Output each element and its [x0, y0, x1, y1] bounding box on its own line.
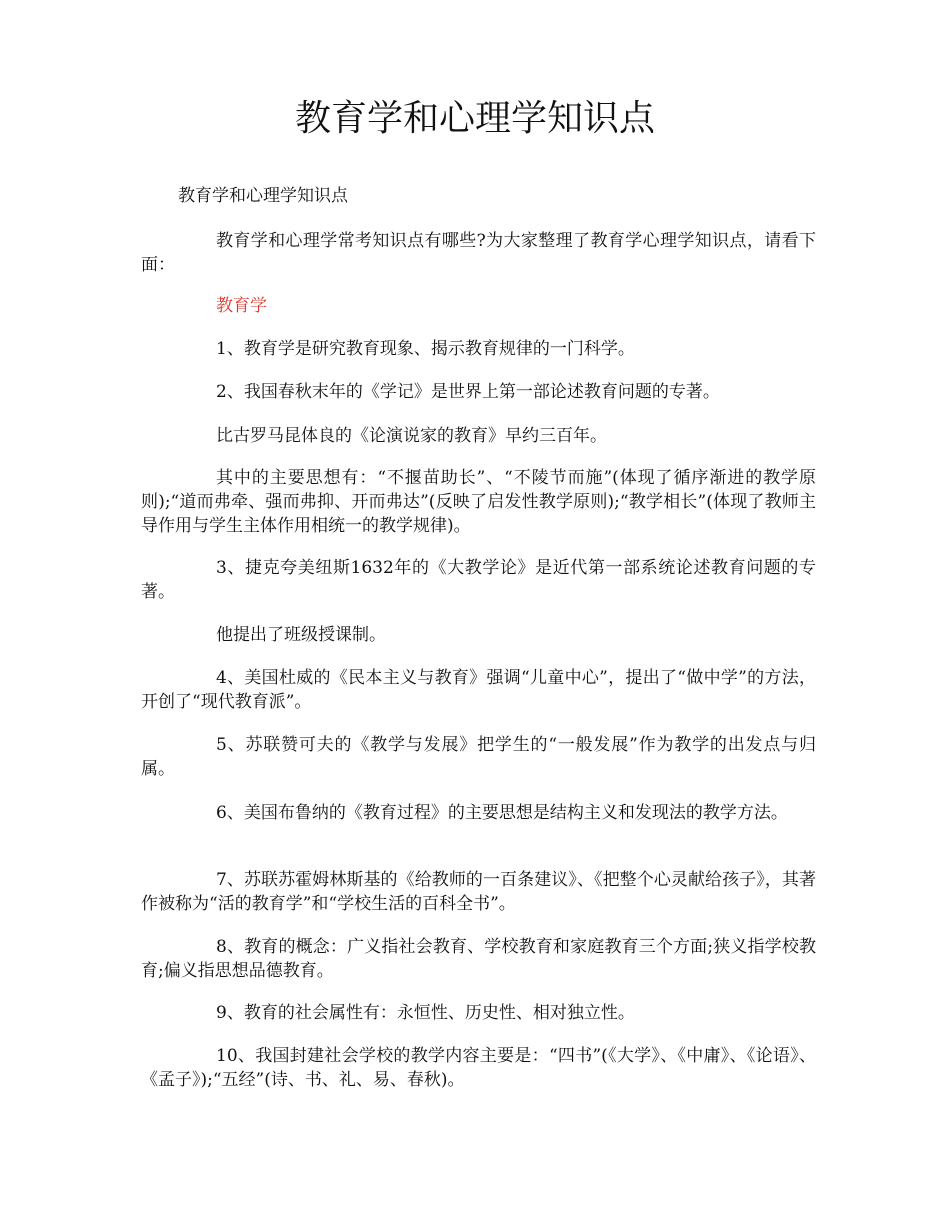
document-subtitle: 教育学和心理学知识点 — [178, 186, 348, 206]
paragraph-item-2-note: 比古罗马昆体良的《论演说家的教育》早约三百年。 — [216, 426, 607, 446]
paragraph-item-8: 8、教育的概念：广义指社会教育、学校教育和家庭教育三个方面;狭义指学校教育;偏义指思想品德教育。 — [141, 937, 816, 981]
paragraph-item-2: 2、我国春秋末年的《学记》是世界上第一部论述教育问题的专著。 — [216, 382, 720, 402]
paragraph-item-6: 6、美国布鲁纳的《教育过程》的主要思想是结构主义和发现法的教学方法。 — [216, 803, 788, 823]
paragraph-main-ideas: 其中的主要思想有：“不揠苗助长”、“不陵节而施”(体现了循序渐进的教学原则);“道而弗牵、强而弗抑、开而弗达”(反映了启发性教学原则);“教学相长”(体现了教师主导作用与学生主体作用相统一的教学规律)。 — [141, 468, 816, 536]
paragraph-item-9: 9、教育的社会属性有：永恒性、历史性、相对独立性。 — [216, 1003, 635, 1023]
document-title: 教育学和心理学知识点 — [294, 98, 655, 139]
paragraph-item-5: 5、苏联赞可夫的《教学与发展》把学生的“一般发展”作为教学的出发点与归属。 — [141, 735, 816, 779]
section-heading-pedagogy: 教育学 — [216, 296, 267, 316]
paragraph-item-3: 3、捷克夸美纽斯1632年的《大教学论》是近代第一部系统论述教育问题的专著。 — [141, 558, 816, 602]
paragraph-item-4: 4、美国杜威的《民本主义与教育》强调“儿童中心”，提出了“做中学”的方法，开创了“现代教育派”。 — [141, 668, 816, 712]
paragraph-item-10: 10、我国封建社会学校的教学内容主要是：“四书”(《大学》、《中庸》、《论语》、《孟子》);“五经”(诗、书、礼、易、春秋)。 — [141, 1046, 816, 1090]
paragraph-item-7: 7、苏联苏霍姆林斯基的《给教师的一百条建议》、《把整个心灵献给孩子》，其著作被称为“活的教育学”和“学校生活的百科全书”。 — [141, 870, 816, 914]
intro-paragraph: 教育学和心理学常考知识点有哪些?为大家整理了教育学心理学知识点，请看下面： — [141, 231, 816, 275]
paragraph-item-1: 1、教育学是研究教育现象、揭示教育规律的一门科学。 — [216, 339, 635, 359]
paragraph-item-3-note: 他提出了班级授课制。 — [216, 625, 386, 645]
